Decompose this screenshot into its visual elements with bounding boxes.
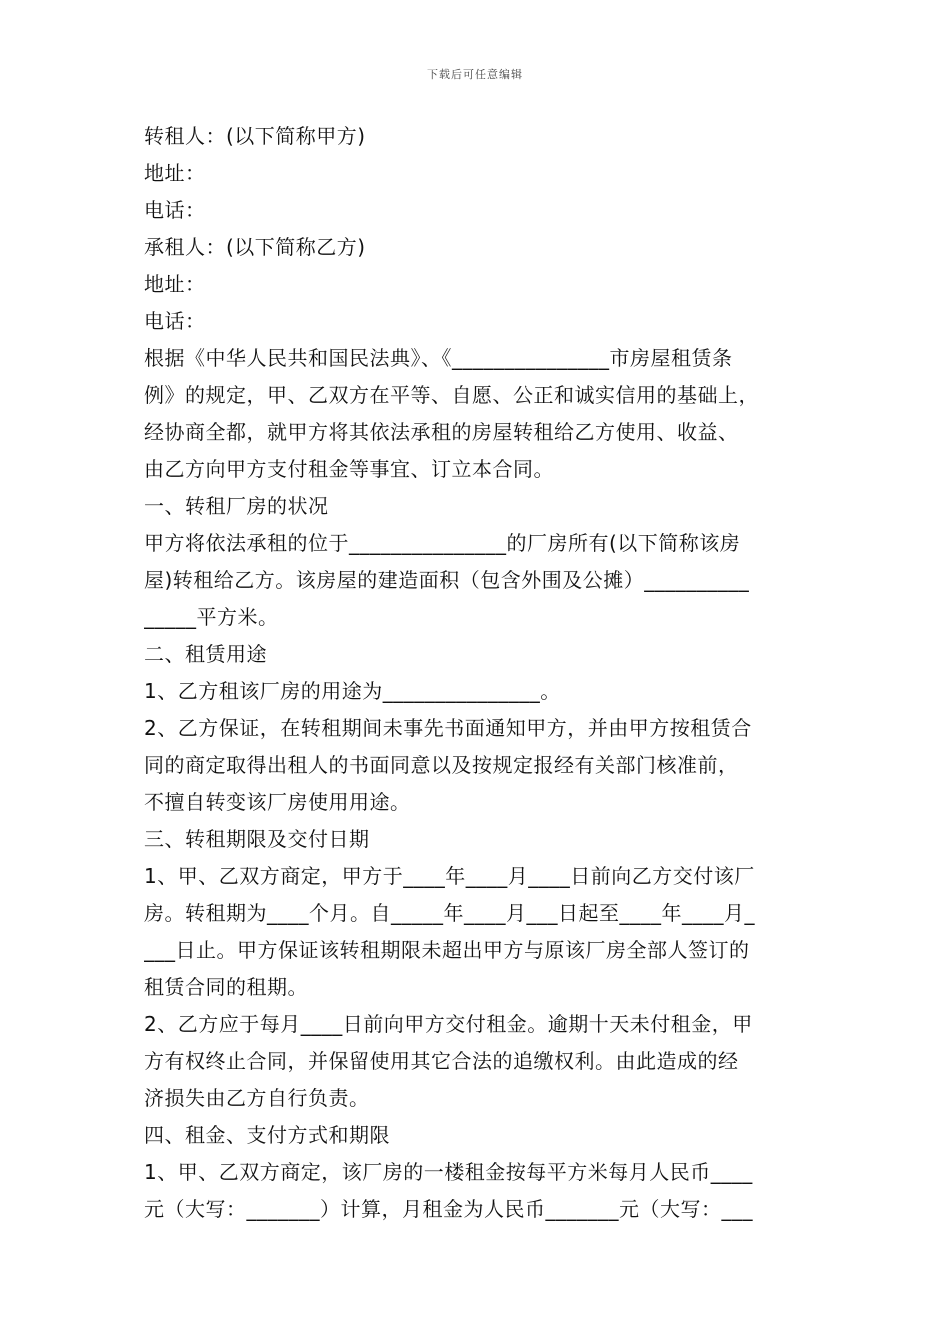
text-line: _____平方米。: [144, 605, 279, 629]
text-line: 由乙方向甲方支付租金等事宜、订立本合同。: [144, 457, 554, 481]
text-line: 2、乙方保证，在转租期间未事先书面通知甲方，并由甲方按租赁合: [144, 716, 752, 740]
text-line: 地址：: [144, 272, 206, 296]
contract-body: [144, 118, 824, 1228]
text-line: 1、乙方租该厂房的用途为_______________。: [144, 679, 561, 703]
text-line: ___日止。甲方保证该转租期限未超出甲方与原该厂房全部人签订的: [144, 938, 750, 962]
page-header-note: 下载后可任意编辑: [427, 68, 523, 81]
section-heading: 三、转租期限及交付日期: [144, 827, 370, 851]
text-line: 方有权终止合同，并保留使用其它合法的追缴权利。由此造成的经: [144, 1049, 739, 1073]
text-line: 租赁合同的租期。: [144, 975, 308, 999]
text-line: 电话：: [144, 198, 206, 222]
text-line: 1、甲、乙双方商定，该厂房的一楼租金按每平方米每月人民币____: [144, 1160, 753, 1184]
text-line: 转租人：(以下简称甲方): [144, 124, 366, 148]
text-line: 1、甲、乙双方商定，甲方于____年____月____日前向乙方交付该厂: [144, 864, 755, 888]
text-line: 不擅自转变该厂房使用用途。: [144, 790, 411, 814]
text-line: 元（大写：_______）计算，月租金为人民币_______元（大写：___: [144, 1197, 753, 1221]
text-line: 经协商全都，就甲方将其依法承租的房屋转租给乙方使用、收益、: [144, 420, 739, 444]
text-line: 根据《中华人民共和国民法典》、《_______________市房屋租赁条: [144, 346, 733, 370]
text-line: 屋)转租给乙方。该房屋的建造面积（包含外围及公摊）__________: [144, 568, 750, 592]
section-heading: 四、租金、支付方式和期限: [144, 1123, 390, 1147]
section-heading: 二、租赁用途: [144, 642, 267, 666]
text-line: 同的商定取得出租人的书面同意以及按规定报经有关部门核准前，: [144, 753, 739, 777]
text-line: 济损失由乙方自行负责。: [144, 1086, 370, 1110]
section-heading: 一、转租厂房的状况: [144, 494, 329, 518]
text-line: 2、乙方应于每月____日前向甲方交付租金。逾期十天未付租金，甲: [144, 1012, 753, 1036]
text-line: 例》的规定，甲、乙双方在平等、自愿、公正和诚实信用的基础上，: [144, 383, 759, 407]
text-line: 电话：: [144, 309, 206, 333]
text-line: 承租人：(以下简称乙方): [144, 235, 366, 259]
text-line: 甲方将依法承租的位于_______________的厂房所有(以下简称该房: [144, 531, 741, 555]
text-line: 地址：: [144, 161, 206, 185]
text-line: 房。转租期为____个月。自_____年____月___日起至____年____月_: [144, 901, 755, 925]
